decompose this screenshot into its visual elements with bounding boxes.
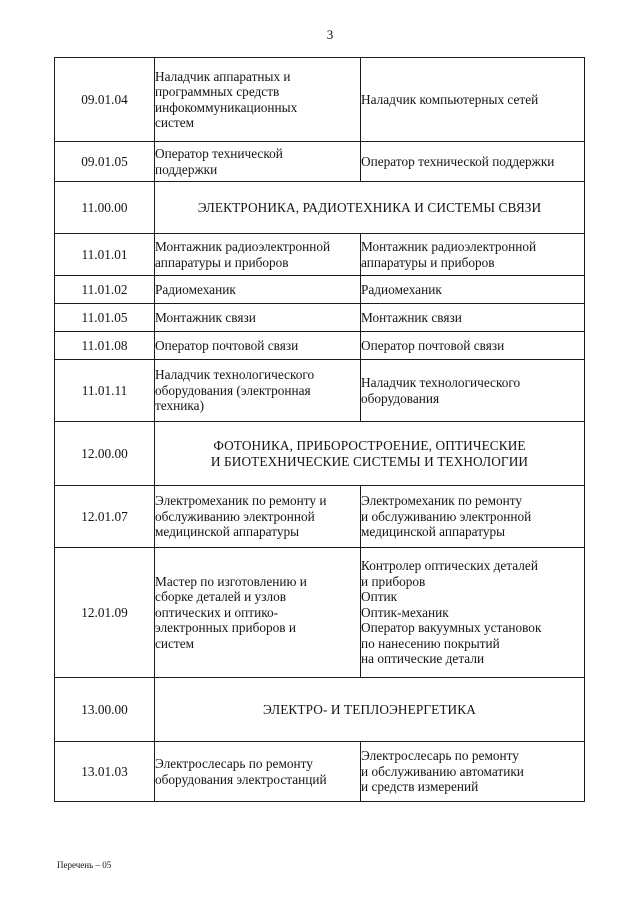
program-cell — [155, 332, 361, 360]
table-row — [55, 276, 585, 304]
table-row — [55, 304, 585, 332]
text-line: и обслуживанию электронной — [361, 508, 532, 524]
text-line: Электрослесарь по ремонту — [155, 756, 313, 771]
profession-cell — [361, 486, 585, 548]
text-line: Электромеханик по ремонту и — [155, 493, 327, 509]
group-row — [55, 678, 585, 742]
program-cell — [155, 304, 361, 332]
text-line: Электрослесарь по ремонту — [361, 748, 519, 764]
table-row — [55, 332, 585, 360]
text-line: Оптик-механик — [361, 604, 449, 620]
profession-cell — [361, 332, 585, 360]
text-line: медицинской аппаратуры — [361, 524, 506, 540]
text-line: Радиомеханик — [155, 281, 236, 297]
text-line: Наладчик технологического — [155, 367, 315, 383]
text-line: Радиомеханик — [361, 281, 442, 297]
text-line: Электромеханик по ремонту — [361, 493, 523, 509]
text-line: Наладчик аппаратных и — [155, 68, 291, 84]
code-cell: 13.00.00 — [55, 678, 155, 742]
text-line: оборудования — [361, 390, 440, 406]
text-line: оптических и оптико- — [155, 604, 279, 620]
text-line: и обслуживанию автоматики — [361, 763, 524, 779]
text-line: программных средств — [155, 84, 280, 99]
text-line: аппаратуры и приборов — [155, 254, 289, 270]
profession-cell — [361, 142, 585, 182]
profession-cell — [361, 276, 585, 304]
group-row — [55, 422, 585, 486]
text-line: Оператор почтовой связи — [155, 337, 299, 353]
text-line: электронных приборов и — [155, 620, 297, 636]
table-row — [55, 548, 585, 678]
group-title-cell — [155, 422, 585, 486]
text-line: Наладчик компьютерных сетей — [361, 91, 539, 107]
profession-cell — [361, 58, 585, 142]
profession-cell — [361, 234, 585, 276]
table-row — [55, 360, 585, 422]
code-cell: 13.01.03 — [55, 742, 155, 802]
text-line: аппаратуры и приборов — [361, 254, 495, 270]
text-line: Контролер оптических деталей — [361, 558, 538, 574]
group-row — [55, 182, 585, 234]
text-line: систем — [155, 115, 195, 130]
program-cell — [155, 276, 361, 304]
text-line: по нанесению покрытий — [361, 635, 500, 651]
text-line: медицинской аппаратуры — [155, 524, 300, 540]
text-line: Мастер по изготовлению и — [155, 573, 307, 589]
text-line: и приборов — [361, 573, 426, 589]
text-line: Оператор вакуумных установок — [361, 620, 542, 636]
code-cell: 12.00.00 — [55, 422, 155, 486]
code-cell: 12.01.09 — [55, 548, 155, 678]
text-line: поддержки — [155, 161, 218, 177]
table-row — [55, 58, 585, 142]
program-cell — [155, 742, 361, 802]
code-cell: 09.01.05 — [55, 142, 155, 182]
code-cell: 11.01.11 — [55, 360, 155, 422]
group-title-cell — [155, 678, 585, 742]
text-line: систем — [155, 635, 195, 651]
text-line: Оптик — [361, 589, 398, 605]
text-line: Монтажник радиоэлектронной — [361, 239, 537, 254]
code-cell: 11.01.02 — [55, 276, 155, 304]
page-number: 3 — [326, 27, 334, 42]
text-line: ЭЛЕКТРО- И ТЕПЛОЭНЕРГЕТИКА — [263, 701, 476, 717]
text-line: И БИОТЕХНИЧЕСКИЕ СИСТЕМЫ И ТЕХНОЛОГИИ — [210, 453, 529, 469]
profession-cell — [361, 304, 585, 332]
code-cell: 11.01.05 — [55, 304, 155, 332]
program-cell — [155, 486, 361, 548]
text-line: техника) — [155, 398, 205, 414]
text-line: на оптические детали — [361, 651, 485, 667]
code-cell: 12.01.07 — [55, 486, 155, 548]
text-line: оборудования (электронная — [155, 382, 311, 398]
text-line: Монтажник связи — [155, 309, 256, 325]
program-cell — [155, 548, 361, 678]
program-cell — [155, 58, 361, 142]
table-row — [55, 142, 585, 182]
code-cell: 09.01.04 — [55, 58, 155, 142]
text-line: Монтажник радиоэлектронной — [155, 239, 331, 254]
code-cell: 11.00.00 — [55, 182, 155, 234]
text-line: Наладчик технологического — [361, 375, 521, 390]
table-row — [55, 486, 585, 548]
text-line: Монтажник связи — [361, 309, 462, 325]
table-row — [55, 742, 585, 802]
program-cell — [155, 234, 361, 276]
text-line: оборудования электростанций — [155, 771, 327, 787]
professions-table — [54, 57, 585, 802]
code-cell: 11.01.01 — [55, 234, 155, 276]
program-cell — [155, 142, 361, 182]
code-cell: 11.01.08 — [55, 332, 155, 360]
text-line: обслуживанию электронной — [155, 508, 315, 524]
profession-cell — [361, 742, 585, 802]
text-line: Оператор технической поддержки — [361, 153, 555, 169]
text-line: сборке деталей и узлов — [155, 589, 287, 605]
profession-cell — [361, 360, 585, 422]
text-line: Оператор почтовой связи — [361, 337, 505, 353]
profession-cell — [361, 548, 585, 678]
table-row — [55, 234, 585, 276]
text-line: Оператор технической — [155, 146, 283, 161]
footer-note: Перечень – 05 — [57, 860, 112, 870]
text-line: инфокоммуникационных — [155, 99, 298, 115]
group-title-cell — [155, 182, 585, 234]
text-line: ФОТОНИКА, ПРИБОРОСТРОЕНИЕ, ОПТИЧЕСКИЕ — [213, 438, 526, 453]
text-line: и средств измерений — [361, 779, 479, 795]
text-line: ЭЛЕКТРОНИКА, РАДИОТЕХНИКА И СИСТЕМЫ СВЯЗИ — [197, 199, 542, 215]
program-cell — [155, 360, 361, 422]
